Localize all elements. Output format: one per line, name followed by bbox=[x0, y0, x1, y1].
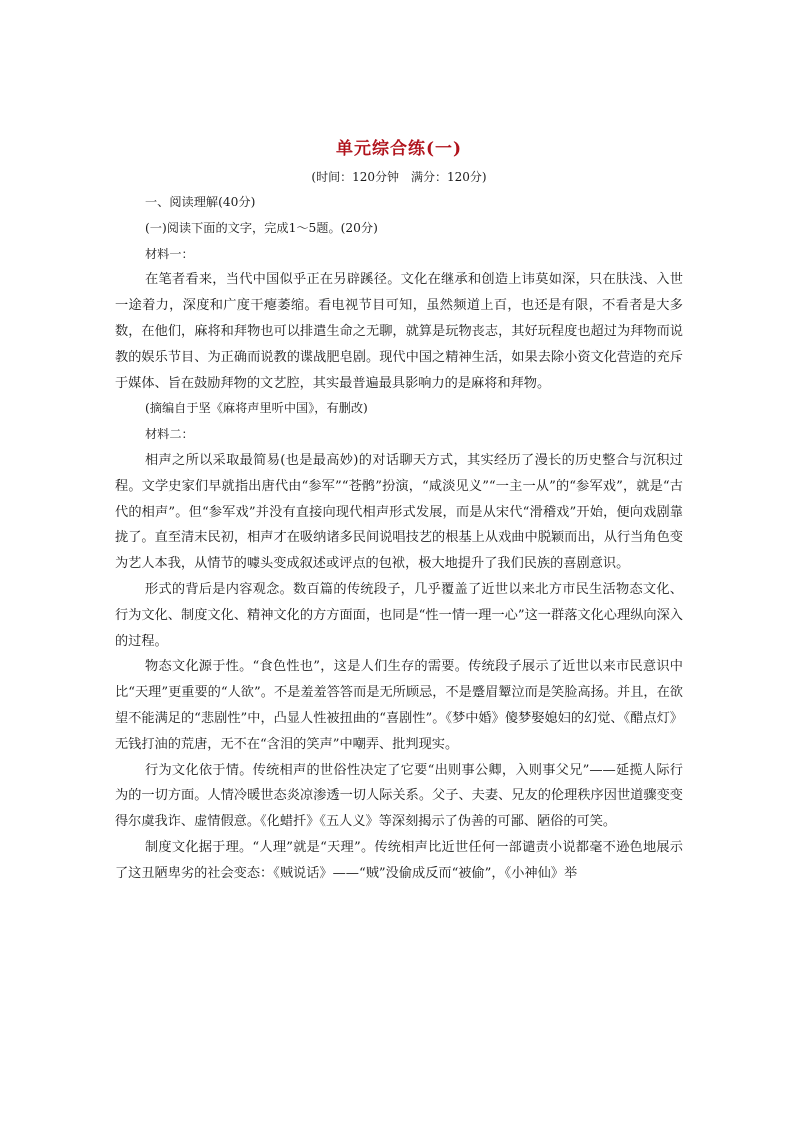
material-two-paragraph-2: 形式的背后是内容观念。数百篇的传统段子，几乎覆盖了近世以来北方市民生活物态文化、行为文化、制度文化、精神文化的方方面面，也同是“性一情一理一心”这一群落文化心理纵向深入的过程。 bbox=[115, 581, 683, 649]
document-page bbox=[115, 138, 683, 887]
material-one-label: 材料一： bbox=[145, 246, 194, 261]
material-one-source: (摘编自于坚《麻将声里听中国》，有删改) bbox=[145, 401, 368, 416]
material-two-paragraph-3: 物态文化源于性。“食色性也”，这是人们生存的需要。传统段子展示了近世以来市民意识中比“天理”更重要的“人欲”。不是羞羞答答而是无所顾忌，不是蹙眉颦泣而是笑脸高扬。并且，在欲望不能满足的“悲剧性”中，凸显人性被扭曲的“喜剧性”。《梦中婚》傻梦娶媳妇的幻觉、《醋点灯》无钱打油的荒唐，无不在“含泪的笑声”中嘲弄、批判现实。 bbox=[115, 659, 683, 752]
section-heading: 一、阅读理解(40分) bbox=[145, 195, 256, 209]
material-one-text: 在笔者看来，当代中国似乎正在另辟蹊径。文化在继承和创造上讳莫如深，只在肤浅、入世一途着力，深度和广度干瘪萎缩。看电视节目可知，虽然频道上百，也还是有限，不看者是大多数，在他们，麻将和拜物也可以排遣生命之无聊，就算是玩物丧志，其好玩程度也超过为拜物而说教的娱乐节目、为正确而说教的谍战肥皂剧。现代中国之精神生活，如果去除小资文化营造的充斥于媒体、旨在鼓励拜物的文艺腔，其实最普遍最具影响力的是麻将和拜物。 bbox=[115, 272, 683, 391]
material-two-paragraph-4: 行为文化依于情。传统相声的世俗性决定了它要“出则事公卿，入则事父兄”——延揽人际行为的一切方面。人情冷暖世态炎凉渗透一切人际关系。父子、夫妻、兄友的伦理秩序因世道骤变变得尔虞我诈、虚情假意。《化蜡扦》《五人义》等深刻揭示了伪善的可鄙、陋俗的可笑。 bbox=[115, 762, 683, 830]
document-title: 单元综合练(一) bbox=[335, 139, 463, 159]
material-two-label: 材料二： bbox=[145, 427, 194, 442]
material-two-paragraph-1: 相声之所以采取最简易(也是最高妙)的对话聊天方式，其实经历了漫长的历史整合与沉积过程。文学史家们早就指出唐代由“参军”“苍鹘”扮演，“咸淡见义”“一主一从”的“参军戏”，就是“古代的相声”。但“参军戏”并没有直接向现代相声形式发展，而是从宋代“滑稽戏”开始，便向戏剧靠拢了。直至清末民初，相声才在吸纳诸多民间说唱技艺的根基上从戏曲中脱颖而出，从行当角色变为艺人本我，从情节的噱头变成叙述或评点的包袱，极大地提升了我们民族的喜剧意识。 bbox=[115, 452, 683, 572]
material-two-paragraph-5: 制度文化据于理。“人理”就是“天理”。传统相声比近世任何一部谴责小说都毫不逊色地展示了这丑陋卑劣的社会变态：《贼说话》——“贼”没偷成反而“被偷”，《小神仙》举 bbox=[115, 839, 683, 881]
exam-info: (时间：120分钟 满分：120分) bbox=[311, 170, 487, 184]
subsection-heading: (一)阅读下面的文字，完成1～5题。(20分) bbox=[145, 220, 378, 235]
